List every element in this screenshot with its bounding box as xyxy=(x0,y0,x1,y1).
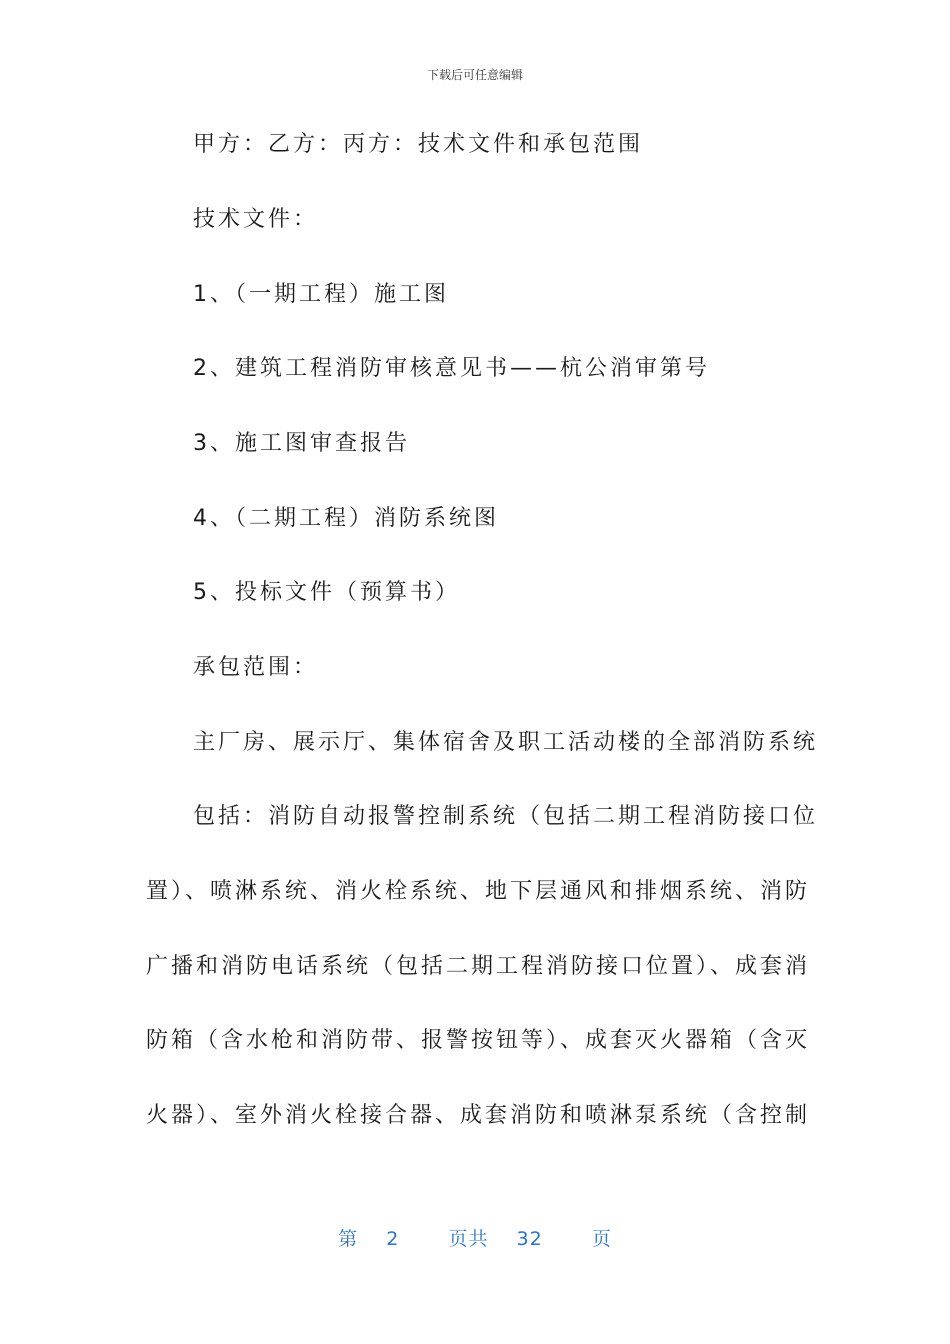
paragraph-line: 防箱（含水枪和消防带、报警按钮等）、成套灭火器箱（含灭 xyxy=(146,1028,811,1053)
page-footer xyxy=(0,1224,950,1251)
paragraph-line: 置）、喷淋系统、消火栓系统、地下层通风和排烟系统、消防 xyxy=(146,879,811,904)
total-pages-number: 32 xyxy=(516,1228,543,1250)
paragraph-line: 2、建筑工程消防审核意见书——杭公消审第号 xyxy=(193,356,710,381)
paragraph-line: 1、（一期工程）施工图 xyxy=(193,282,449,307)
footer-prefix: 第 xyxy=(338,1228,359,1250)
paragraph-line: 甲方：乙方：丙方：技术文件和承包范围 xyxy=(193,132,644,157)
current-page-number: 2 xyxy=(386,1228,400,1250)
paragraph-line: 火器）、室外消火栓接合器、成套消防和喷淋泵系统（含控制 xyxy=(146,1103,811,1128)
footer-middle: 页共 xyxy=(448,1228,489,1250)
paragraph-line: 技术文件： xyxy=(193,207,319,232)
paragraph-line: 主厂房、展示厅、集体宿舍及职工活动楼的全部消防系统 xyxy=(193,730,819,755)
paragraph-line: 广播和消防电话系统（包括二期工程消防接口位置）、成套消 xyxy=(146,954,811,979)
page-header-note: 下载后可任意编辑 xyxy=(426,68,523,82)
paragraph-line: 5、投标文件（预算书） xyxy=(193,580,460,605)
paragraph-line: 承包范围： xyxy=(193,655,319,680)
paragraph-line: 3、施工图审查报告 xyxy=(193,431,410,456)
footer-suffix: 页 xyxy=(591,1228,612,1250)
paragraph-line: 包括：消防自动报警控制系统（包括二期工程消防接口位 xyxy=(193,804,819,829)
paragraph-line: 4、（二期工程）消防系统图 xyxy=(193,506,499,531)
